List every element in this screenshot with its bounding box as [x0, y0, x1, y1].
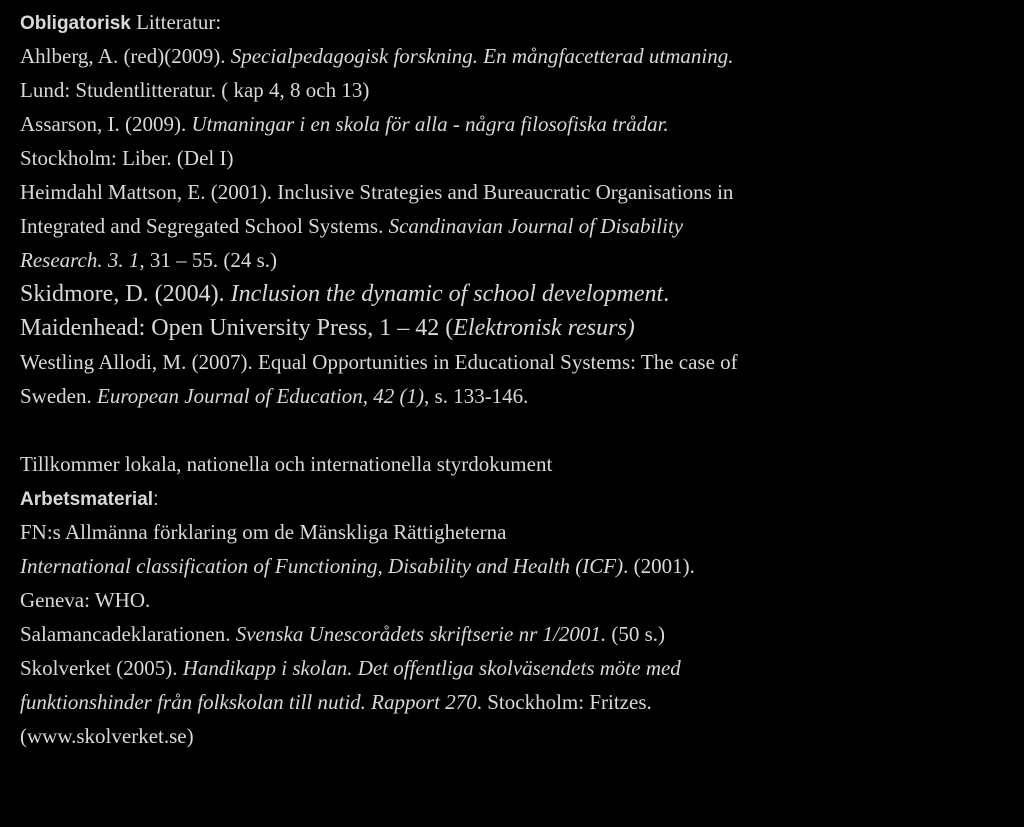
work-icf-line-1 — [20, 549, 1010, 583]
heading-rest-part: Litteratur: — [130, 10, 222, 34]
work-skolverket-title-cont: funktionshinder från folkskolan till nutid. Rapport 270 — [20, 690, 477, 714]
ref-assarson-line-2 — [20, 141, 1010, 175]
spacer — [20, 413, 1010, 447]
work-icf-title: International classification of Functioning, Disability and Health (ICF) — [20, 554, 624, 578]
ref-skidmore-line-2 — [20, 311, 1010, 345]
heading-bold-part: Obligatorisk — [20, 13, 131, 34]
work-skolverket-publisher: . Stockholm: Fritzes. — [476, 690, 652, 714]
ref-skidmore-title: Inclusion the dynamic of school development — [230, 281, 664, 307]
ref-heimdahl-line-3 — [20, 243, 1010, 277]
heading2-bold-part: Arbetsmaterial — [20, 489, 154, 510]
document-page — [20, 5, 1010, 753]
ref-ahlberg-line-1 — [20, 39, 1010, 73]
work-salamanca-series: Svenska Unescorådets skriftserie nr 1/2001. — [235, 622, 607, 646]
work-icf-line-2 — [20, 583, 1010, 617]
ref-ahlberg-title: Specialpedagogisk forskning. En mångfacetterad utmaning. — [230, 44, 734, 68]
tillkommer-line — [20, 447, 1010, 481]
heading-obligatorisk-litteratur — [20, 5, 1010, 39]
ref-westling-title-cont: Sweden. — [20, 384, 97, 408]
ref-skidmore-period: . — [663, 281, 670, 307]
work-icf-year: . (2001). — [623, 554, 695, 578]
ref-westling-journal: European Journal of Education, 42 (1) — [97, 384, 425, 408]
ref-heimdahl-pages: , 31 – 55. (24 s.) — [139, 248, 278, 272]
ref-heimdahl-line-1 — [20, 175, 1010, 209]
ref-heimdahl-journal-cont: Research. 3. 1 — [20, 248, 140, 272]
work-skolverket-line-1 — [20, 651, 1010, 685]
ref-skidmore-resource: Elektronisk resurs) — [453, 315, 635, 341]
ref-assarson-title: Utmaningar i en skola för alla - några filosofiska trådar. — [191, 112, 669, 136]
ref-ahlberg-publisher: Lund: Studentlitteratur. ( kap 4, 8 och 13) — [20, 78, 370, 102]
heading2-rest-part: : — [153, 489, 159, 510]
ref-westling-pages: , s. 133-146. — [424, 384, 529, 408]
work-fn-text: FN:s Allmänna förklaring om de Mänskliga Rättigheterna — [20, 520, 507, 544]
ref-skidmore-publisher: Maidenhead: Open University Press, 1 – 42 ( — [20, 315, 454, 341]
ref-westling-author-title: Westling Allodi, M. (2007). Equal Opportunities in Educational Systems: The case of — [20, 350, 738, 374]
ref-skidmore-author: Skidmore, D. (2004). — [20, 281, 231, 307]
heading-arbetsmaterial — [20, 481, 1010, 515]
work-skolverket-title: Handikapp i skolan. Det offentliga skolväsendets möte med — [182, 656, 681, 680]
work-icf-publisher: Geneva: WHO. — [20, 588, 151, 612]
ref-westling-line-1 — [20, 345, 1010, 379]
ref-heimdahl-author-title: Heimdahl Mattson, E. (2001). Inclusive Strategies and Bureaucratic Organisations in — [20, 180, 734, 204]
work-skolverket-line-2 — [20, 685, 1010, 719]
work-fn-line — [20, 515, 1010, 549]
ref-heimdahl-title-cont: Integrated and Segregated School Systems. — [20, 214, 389, 238]
ref-assarson-author: Assarson, I. (2009). — [20, 112, 192, 136]
ref-westling-line-2 — [20, 379, 1010, 413]
ref-assarson-line-1 — [20, 107, 1010, 141]
work-skolverket-line-3 — [20, 719, 1010, 753]
ref-skidmore-line-1 — [20, 277, 1010, 311]
work-skolverket-author: Skolverket (2005). — [20, 656, 183, 680]
tillkommer-text: Tillkommer lokala, nationella och internationella styrdokument — [20, 452, 553, 476]
work-salamanca-title: Salamancadeklarationen. — [20, 622, 236, 646]
work-salamanca-pages: (50 s.) — [606, 622, 666, 646]
ref-heimdahl-journal: Scandinavian Journal of Disability — [388, 214, 684, 238]
ref-ahlberg-author: Ahlberg, A. (red)(2009). — [20, 44, 231, 68]
ref-assarson-publisher: Stockholm: Liber. (Del I) — [20, 146, 234, 170]
ref-ahlberg-line-2 — [20, 73, 1010, 107]
work-skolverket-url: (www.skolverket.se) — [20, 724, 194, 748]
work-salamanca-line — [20, 617, 1010, 651]
ref-heimdahl-line-2 — [20, 209, 1010, 243]
